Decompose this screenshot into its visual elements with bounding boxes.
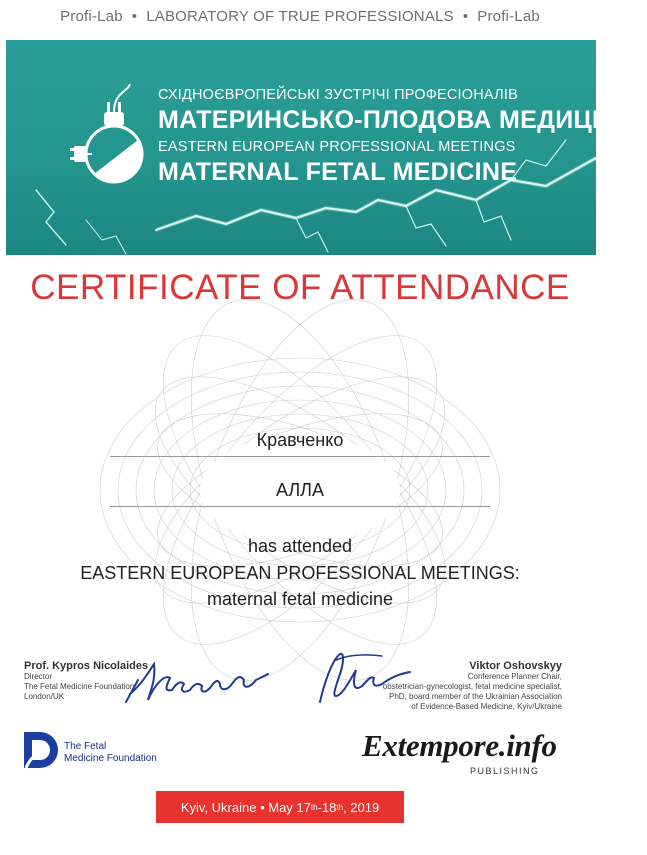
right-signatory-role: of Evidence-Based Medicine, Kyiv/Ukraine — [411, 702, 562, 711]
header-left-brand: Profi-Lab — [60, 8, 123, 25]
header-separator: • — [462, 8, 469, 25]
banner-title-ua-small: СХІДНОЄВРОПЕЙСЬКІ ЗУСТРІЧІ ПРОФЕСІОНАЛІВ — [158, 87, 518, 103]
right-signatory-name: Viktor Oshovskyy — [469, 660, 562, 672]
first-name-underline — [110, 506, 490, 507]
attendee-first-name: АЛЛА — [275, 480, 325, 500]
event-date-badge — [156, 791, 404, 823]
event-name-line1: EASTERN EUROPEAN PROFESSIONAL MEETINGS: — [80, 563, 520, 583]
certificate-title: CERTIFICATE OF ATTENDANCE — [30, 268, 570, 307]
event-date-end: -18 — [317, 799, 337, 815]
banner-title-en-large: MATERNAL FETAL MEDICINE — [158, 158, 518, 186]
extempore-logo: Extempore.info — [362, 728, 557, 763]
attendee-surname: Кравченко — [256, 430, 344, 450]
event-date-start: May 17 — [268, 799, 311, 815]
banner-title-ua-large: МАТЕРИНСЬКО-ПЛОДОВА МЕДИЦИНА — [158, 106, 647, 134]
left-signatory-role: Director — [24, 672, 53, 681]
event-place: Kyiv, Ukraine — [180, 799, 257, 815]
left-signatory-role: London/UK — [24, 692, 65, 701]
fmf-logo-line1: The Fetal — [64, 741, 107, 752]
date-ordinal-2: th — [336, 802, 344, 812]
date-bullet: • — [260, 799, 265, 815]
date-ordinal-1: th — [310, 802, 318, 812]
signature-left-icon — [120, 650, 280, 710]
header-strip — [0, 8, 600, 25]
left-signatory-role: The Fetal Medicine Foundation — [24, 682, 135, 691]
fetal-medicine-foundation-logo-icon — [20, 728, 62, 772]
has-attended-text: has attended — [247, 536, 353, 556]
event-name-line2: maternal fetal medicine — [206, 589, 394, 609]
fmf-logo-line2: Medicine Foundation — [64, 753, 157, 764]
surname-underline — [110, 456, 490, 457]
conference-banner — [6, 40, 647, 255]
plug-and-socket-icon — [70, 82, 150, 192]
fmf-logo-text — [64, 741, 157, 765]
header-slogan: LABORATORY OF TRUE PROFESSIONALS — [146, 8, 454, 25]
left-signatory-name: Prof. Kypros Nicolaides — [24, 660, 149, 672]
extempore-publishing-label: PUBLISHING — [470, 766, 540, 776]
right-signatory-role: obstetrician-gynecologist, fetal medicine specialist, — [382, 682, 562, 691]
header-right-brand: Profi-Lab — [477, 8, 540, 25]
banner-title-en-small: EASTERN EUROPEAN PROFESSIONAL MEETINGS — [158, 139, 516, 155]
event-year: , 2019 — [343, 799, 380, 815]
right-signatory-role: PhD, board member of the Ukrainian Association — [389, 692, 562, 701]
right-signatory-role: Conference Planner Chair, — [467, 672, 562, 681]
header-separator: • — [131, 8, 138, 25]
right-signatory — [383, 660, 562, 712]
